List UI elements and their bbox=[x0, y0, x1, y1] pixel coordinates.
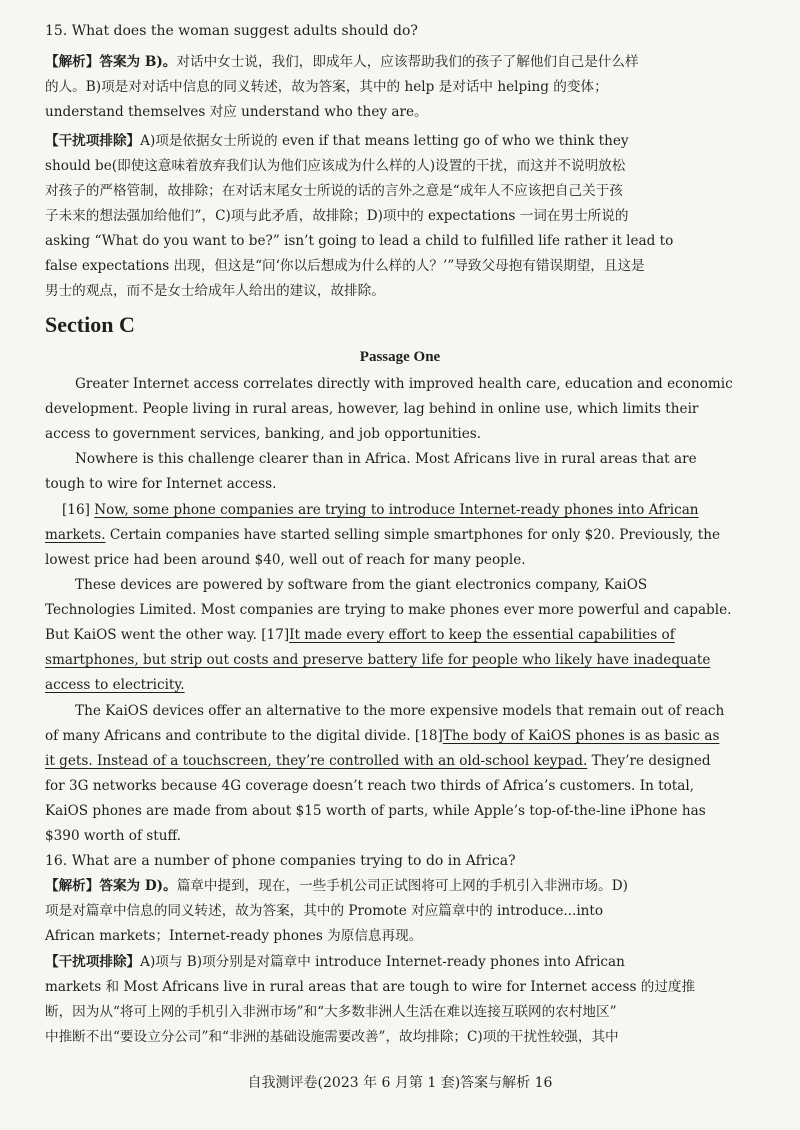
passage-p4-line-2: Technologies Limited. Most companies are trying to make phones ever more powerful and capable. bbox=[45, 602, 732, 618]
passage-p5-line-1: The KaiOS devices offer an alternative to the more expensive models that remain out of reach bbox=[75, 703, 725, 719]
q16-analysis-line-1: 【解析】答案为 D)。篇章中提到，现在，一些手机公司正试图将可上网的手机引入非洲市场。D) bbox=[45, 878, 628, 894]
q15-distractor-line-1: 【干扰项排除】A)项是依据女士所说的 even if that means letting go of who we think they bbox=[45, 133, 629, 149]
section-title: Section C bbox=[45, 312, 135, 337]
q15-distractor-line-7: 男士的观点，而不是女士给成年人给出的建议，故排除。 bbox=[45, 283, 385, 299]
passage-p4-line-3 bbox=[45, 626, 675, 644]
answer-marker-16: [16] bbox=[62, 502, 90, 518]
passage-p5-line-2 bbox=[45, 727, 719, 745]
p5-line-3-rest: They’re designed bbox=[587, 753, 711, 769]
q16-analysis-line-2: 项是对篇章中信息的同义转述，故为答案，其中的 Promote 对应篇章中的 introduce...into bbox=[45, 903, 604, 919]
passage-p2-line-2: tough to wire for Internet access. bbox=[45, 476, 277, 492]
underlined-sentence-18b: it gets. Instead of a touchscreen, they’re controlled with an old-school keypad. bbox=[45, 753, 588, 769]
passage-p3-line-2 bbox=[45, 526, 720, 544]
p4-line-3-pre: But KaiOS went the other way. [17] bbox=[45, 627, 290, 643]
q15-distractor-line-3: 对孩子的严格管制，故排除；在对话末尾女士所说的话的言外之意是“成年人不应该把自己关于孩 bbox=[45, 183, 623, 199]
passage-p3-line-3: lowest price had been around $40, well out of reach for many people. bbox=[45, 552, 526, 568]
passage-p2-line-1: Nowhere is this challenge clearer than in Africa. Most Africans live in rural areas that are bbox=[75, 451, 697, 467]
q16-distractor-line-4: 中推断不出“要设立分公司”和“非洲的基础设施需要改善”，故均排除；C)项的干扰性较强，其中 bbox=[45, 1029, 619, 1045]
q15-analysis-line-1: 【解析】答案为 B)。对话中女士说，我们，即成年人，应该帮助我们的孩子了解他们自己是什么样 bbox=[45, 54, 639, 70]
underlined-sentence-17c: access to electricity. bbox=[45, 677, 185, 693]
passage-p5-line-3 bbox=[45, 752, 711, 770]
passage-p1-line-3: access to government services, banking, and job opportunities. bbox=[45, 426, 482, 442]
passage-p1-line-1: Greater Internet access correlates directly with improved health care, education and economic bbox=[75, 376, 733, 392]
passage-p1-line-2: development. People living in rural areas, however, lag behind in online use, which limits their bbox=[45, 401, 699, 417]
p5-line-2-pre: of many Africans and contribute to the digital divide. [18] bbox=[45, 728, 443, 744]
underlined-sentence-18a: The body of KaiOS phones is as basic as bbox=[442, 728, 720, 744]
q16-analysis-line-3: African markets；Internet-ready phones 为原信息再现。 bbox=[45, 928, 423, 944]
passage-p5-line-4: for 3G networks because 4G coverage doesn’t reach two thirds of Africa’s customers. In total, bbox=[45, 778, 695, 794]
underlined-sentence-16a: Now, some phone companies are trying to introduce Internet-ready phones into African bbox=[94, 502, 699, 518]
p3-line-2-rest: Certain companies have started selling simple smartphones for only $20. Previously, the bbox=[105, 527, 721, 543]
question-15: 15. What does the woman suggest adults should do? bbox=[45, 23, 418, 39]
passage-p4-line-5 bbox=[45, 676, 185, 694]
passage-p4-line-4 bbox=[45, 651, 710, 669]
q15-distractor-line-6: false expectations 出现，但这是“问‘你以后想成为什么样的人？’”导致父母抱有错误期望，且这是 bbox=[45, 258, 645, 274]
q15-analysis-line-3: understand themselves 对应 understand who they are。 bbox=[45, 104, 428, 120]
page-footer: 自我测评卷(2023 年 6 月第 1 套)答案与解析 16 bbox=[247, 1075, 553, 1091]
q15-distractor-line-5: asking “What do you want to be?” isn’t going to lead a child to fulfilled life rather it lead to bbox=[45, 233, 674, 249]
question-16: 16. What are a number of phone companies trying to do in Africa? bbox=[45, 853, 516, 869]
passage-p4-line-1: These devices are powered by software from the giant electronics company, KaiOS bbox=[75, 577, 648, 593]
q16-distractor-line-2: markets 和 Most Africans live in rural areas that are tough to wire for Internet access 的过度推 bbox=[45, 979, 696, 995]
passage-p5-line-5: KaiOS phones are made from about $15 worth of parts, while Apple’s top-of-the-line iPhone has bbox=[45, 803, 706, 819]
underlined-sentence-16b: markets. bbox=[45, 527, 106, 543]
q15-distractor-line-4: 子未来的想法强加给他们”，C)项与此矛盾，故排除；D)项中的 expectations 一词在男士所说的 bbox=[45, 208, 629, 224]
q15-analysis-line-2: 的人。B)项是对对话中信息的同义转述，故为答案，其中的 help 是对话中 helping 的变体； bbox=[45, 79, 608, 95]
passage-p5-line-6: $390 worth of stuff. bbox=[45, 828, 181, 844]
q16-distractor-line-1: 【干扰项排除】A)项与 B)项分别是对篇章中 introduce Internet-ready phones into African bbox=[45, 954, 625, 970]
q16-distractor-line-3: 断，因为从“将可上网的手机引入非洲市场”和“大多数非洲人生活在难以连接互联网的农村地区” bbox=[45, 1004, 617, 1020]
passage-p3-line-1 bbox=[62, 501, 699, 519]
q15-distractor-line-2: should be(即使这意味着放弃我们认为他们应该成为什么样的人)设置的干扰，而这并不说明放松 bbox=[45, 158, 626, 174]
underlined-sentence-17b: smartphones, but strip out costs and preserve battery life for people who likely have inadequate bbox=[45, 652, 711, 668]
underlined-sentence-17a: It made every effort to keep the essential capabilities of bbox=[289, 627, 675, 643]
passage-title: Passage One bbox=[359, 349, 441, 365]
